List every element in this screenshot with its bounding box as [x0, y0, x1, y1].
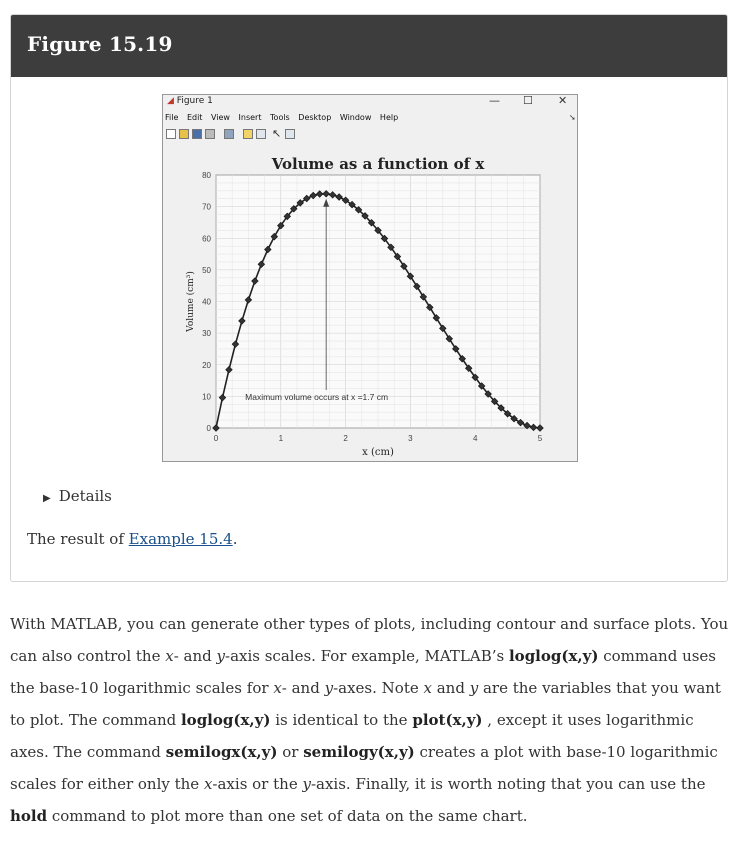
- x-tick-label: 5: [537, 434, 543, 443]
- code-loglog: loglog(x,y): [180, 711, 271, 729]
- matlab-figure-window: [162, 94, 578, 462]
- x-tick-label: 4: [472, 434, 478, 443]
- code-loglog: loglog(x,y): [508, 647, 599, 665]
- x-tick-label: 0: [213, 434, 219, 443]
- y-tick-label: 30: [202, 329, 211, 339]
- close-button[interactable]: ✕: [558, 94, 568, 107]
- details-toggle[interactable]: ▶ Details: [43, 487, 112, 505]
- plot-area: [163, 95, 579, 463]
- figure-header: [11, 15, 727, 77]
- figure-heading: Figure 15.19: [27, 32, 173, 56]
- menu-desktop[interactable]: Desktop: [298, 113, 332, 122]
- matlab-icon: ◢: [167, 96, 174, 106]
- body-paragraph: With MATLAB, you can generate other types of plots, including contour and surface plots. You can also control the x- and y-axis scales. For example, MATLAB’s loglog(x,y) command uses the base-10 logarithmic scales for x- and y-axes. Note x and y are the variables that you want to plot. The command loglog(x,y) is identical to the plot(x,y) , except it uses logarithmic axes. The command semilogx(x,y) or semilogy(x,y) creates a plot with base-10 logarithmic scales for either only the x-axis or the y-axis. Finally, it is worth noting that you can use the hold command to plot more than one set of data on the same chart.: [10, 615, 729, 825]
- x-tick-label: 3: [408, 434, 413, 443]
- menu-window[interactable]: Window: [339, 113, 372, 122]
- menu-edit[interactable]: Edit: [186, 113, 203, 122]
- y-tick-label: 80: [202, 171, 211, 180]
- window-title: ◢ Figure 1: [167, 96, 213, 106]
- code-semilogx: semilogx(x,y): [165, 743, 278, 761]
- y-tick-label: 60: [202, 234, 211, 244]
- maximize-button[interactable]: ☐: [523, 94, 533, 107]
- minimize-button[interactable]: —: [489, 94, 500, 107]
- x-tick-label: 1: [278, 434, 284, 443]
- code-semilogy: semilogy(x,y): [303, 743, 415, 761]
- code-plot: plot(x,y): [412, 711, 483, 729]
- y-tick-label: 40: [202, 297, 211, 307]
- chart-title: Volume as a function of x: [271, 155, 485, 173]
- y-axis-label: Volume (cm³): [186, 271, 196, 332]
- figure-caption: The result of Example 15.4.: [27, 530, 238, 548]
- y-tick-label: 0: [206, 424, 211, 433]
- y-tick-label: 20: [202, 360, 211, 370]
- example-link[interactable]: Example 15.4: [128, 530, 233, 548]
- x-axis-label: x (cm): [362, 447, 394, 458]
- x-tick-label: 2: [343, 434, 348, 443]
- code-hold: hold: [10, 807, 48, 825]
- menu-tools[interactable]: Tools: [270, 113, 290, 122]
- menu-insert[interactable]: Insert: [238, 113, 262, 122]
- figure-box: [10, 14, 728, 582]
- menu-help[interactable]: Help: [379, 113, 399, 122]
- annotation-text: Maximum volume occurs at x =1.7 cm: [245, 392, 389, 403]
- menu-view[interactable]: View: [210, 113, 230, 122]
- menu-file[interactable]: File: [165, 113, 179, 122]
- y-tick-label: 70: [202, 202, 211, 212]
- caret-right-icon: ▶: [43, 493, 51, 504]
- y-tick-label: 10: [202, 392, 211, 402]
- chevron-down-icon[interactable]: ➘: [569, 113, 576, 122]
- pointer-icon[interactable]: ↖: [272, 127, 282, 140]
- y-tick-label: 50: [202, 265, 211, 275]
